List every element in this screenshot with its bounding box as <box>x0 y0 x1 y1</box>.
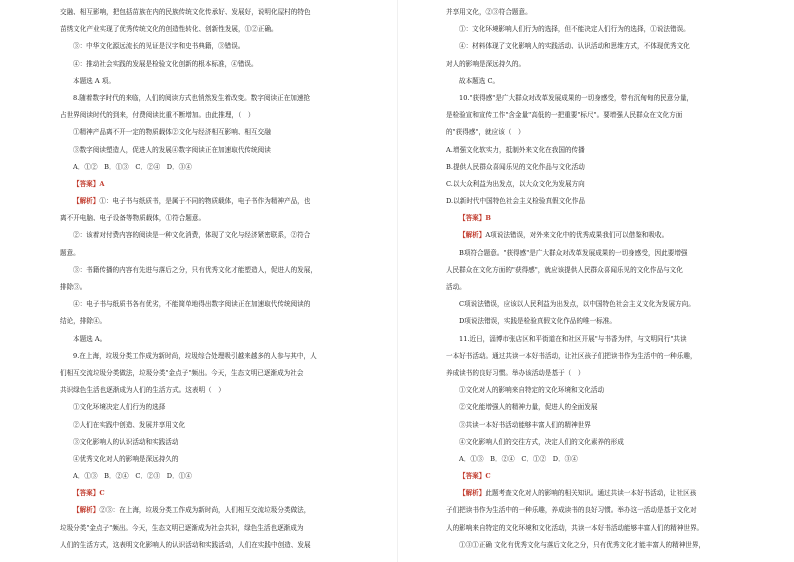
left-text-line: 题意。 <box>60 248 80 257</box>
left-text-line: 9.在上海，垃圾分类工作成为新时尚，垃圾综合处理吸引越来越多的人参与其中，人 <box>73 351 317 360</box>
left-text-line: ④优秀文化对人的影响是深远持久的 <box>73 454 179 463</box>
left-text-line: 离不开电脑、电子设备等物质载体，①符合题意。 <box>60 214 206 223</box>
explanation-line <box>60 502 400 519</box>
explanation-text: ②③：在上海，垃圾分类工作成为新时尚，人们相互交流垃圾分类做法， <box>99 506 311 515</box>
explanation-text: 此题考查文化对人的影响的相关知识。通过共读一本好书活动，让社区孩 <box>485 489 697 498</box>
right-text-line: ①③①正确 文化有优秀文化与落后文化之分，只有优秀文化才能丰富人的精神世界， <box>459 540 706 549</box>
right-text-line: ①：文化环境影响人们行为的选择，但不能决定人们行为的选择，①说法错误。 <box>459 25 690 34</box>
answer-line: 【答案】B <box>459 214 491 223</box>
left-text-line: A．①② B．①③ C．②④ D．③④ <box>73 162 192 171</box>
right-text-line: C.以大众利益为出发点，以大众文化为发展方向 <box>446 179 585 188</box>
explanation-line <box>446 485 786 502</box>
explanation-label: 【解析】 <box>73 197 100 206</box>
left-text-line: ④：电子书与纸质书各有优劣，不能简单地得出数字阅读正在加速取代传统阅读的 <box>73 300 311 309</box>
left-text-column <box>60 4 400 554</box>
answer-line: 【答案】C <box>73 489 105 498</box>
explanation-text: ①：电子书与纸质书，是属于不同的物质载体，电子书作为精神产品，也 <box>99 197 311 206</box>
left-text-line: ①文化环境决定人们行为的选择 <box>73 403 166 412</box>
right-text-line: 对人的影响是深远持久的。 <box>446 59 526 68</box>
answer-line: 【答案】A <box>73 179 105 188</box>
left-text-line: ③数字阅读塑造人，促进人的发展④数字阅读正在加速取代传统阅读 <box>73 145 271 154</box>
right-text-line: D.以新时代中国特色社会主义检验真假文化作品 <box>446 197 586 206</box>
right-text-column <box>446 4 786 554</box>
right-text-line: 并享用文化，②③符合题意。 <box>446 8 532 16</box>
left-text-line: 排除③。 <box>60 283 87 291</box>
right-text-line: C项说法错误，应该以人民利益为出发点，以中国特色社会主义文化为发展方向。 <box>459 300 695 309</box>
right-text-line: 活动。 <box>446 283 466 291</box>
right-text-line: ③共读一本好书活动能够丰富人们的精神世界 <box>459 420 591 429</box>
right-text-line: 人民群众在文化方面的"获得感"，就应该提供人民群众喜闻乐见的文化作品与文化 <box>446 265 683 274</box>
explanation-label: 【解析】 <box>459 489 486 498</box>
explanation-line <box>60 193 400 210</box>
left-text-line: ④：推动社会实践的发展是检验文化创新的根本标准，④错误。 <box>73 59 258 68</box>
left-text-line: ①精神产品离不开一定的物质载体②文化与经济相互影响、相互交融 <box>73 128 271 137</box>
right-text-line: 是检验宣和宣传工作"含金量"高低的一把重要"标尺"。要增强人民群众在文化方面 <box>446 111 683 120</box>
left-text-line: 8.随着数字时代的来临，人们的阅读方式也悄然发生着改变。数字阅读正在加速抢 <box>73 93 311 102</box>
left-text-line: 们相互交流垃圾分类做法，垃圾分类"金点子"频出。今天，生态文明已逐渐成为社会 <box>60 368 304 377</box>
explanation-line <box>446 227 786 244</box>
left-text-line: ③：中华文化源远流长的见证是汉字和史书典籍，③错误。 <box>73 42 245 51</box>
left-text-line: ②：该着对付费内容的阅读是一种文化消费，体现了文化与经济紧密联系，②符合 <box>73 231 311 240</box>
left-text-line: 共识绿色生活也逐渐成为人们的生活方式。这表明（ ） <box>60 386 225 395</box>
explanation-text: A项说法错误，对外来文化中的优秀成果我们可以借鉴和吸收。 <box>485 231 669 240</box>
left-text-line: 苗绣文化产业实现了优秀传统文化的创造性转化、创新性发展，①②正确。 <box>60 25 278 34</box>
right-text-line: ④：材料体现了文化影响人的实践活动、认识活动和思维方式，不体现优秀文化 <box>459 42 690 51</box>
right-text-line: D项说法错误，实践是检验真假文化作品的唯一标准。 <box>459 317 616 326</box>
right-text-line: ②文化能增强人的精神力量，促进人的全面发展 <box>459 403 598 412</box>
left-text-line: 人们的生活方式，这表明文化影响人的认识活动和实践活动，人们在实践中创造、发展 <box>60 540 311 549</box>
right-text-line: 子们把读书作为生活中的一种乐趣，养成读书的良好习惯。举办这一活动是基于文化对 <box>446 506 697 515</box>
right-text-line: 人的影响来自特定的文化环境和文化活动，共读一本好书活动能够丰富人们的精神世界。 <box>446 523 704 532</box>
explanation-label: 【解析】 <box>459 231 486 240</box>
right-text-line: 故本题选 C。 <box>459 76 500 85</box>
right-text-line: 养成读书的良好习惯。举办该活动是基于（ ） <box>446 368 585 377</box>
left-text-line: 交融、相互影响，把包括苗族在内的民族传统文化传承好、发展好，说明化屋村的特色 <box>60 8 311 16</box>
explanation-label: 【解析】 <box>73 506 100 515</box>
right-text-line: A．①③ B．②④ C．①② D．③④ <box>459 454 578 463</box>
left-text-line: 结论，排除④。 <box>60 317 107 326</box>
left-text-line: ③：书籍传播的内容有先进与落后之分，只有优秀文化才能塑造人，促进人的发展， <box>73 265 317 274</box>
left-text-line: ②人们在实践中创造、发展并享用文化 <box>73 420 186 429</box>
left-text-line: 垃圾分类"金点子"频出。今天，生态文明已逐渐成为社会共识，绿色生活也逐渐成为 <box>60 523 304 532</box>
right-text-line: A.增强文化软实力，抵制外来文化在我国的传播 <box>446 145 585 154</box>
right-text-line: 一本好书活动。通过共读一本好书活动，让社区孩子们把读书作为生活中的一种乐趣， <box>446 351 697 360</box>
right-text-line: 的"获得感"，就应该（ ） <box>446 128 525 137</box>
right-text-line: 11.近日，淄博市张店区和平街道在和社区开展"与书香为伴，与文明同行"共读 <box>459 334 687 343</box>
answer-line: 【答案】C <box>459 472 491 481</box>
right-text-line: ④文化影响人们的交往方式，决定人们的文化素养的形成 <box>459 437 624 446</box>
left-text-line: A．①③ B．②④ C．②③ D．①④ <box>73 472 192 481</box>
right-text-line: B.提供人民群众喜闻乐见的文化作品与文化活动 <box>446 162 585 171</box>
right-text-line: 10."获得感"是广大群众对改革发展成果的一切身感受，带有沉甸甸的民意分量， <box>459 93 694 102</box>
left-text-line: ③文化影响人的认识活动和实践活动 <box>73 437 179 446</box>
right-text-line: B项符合题意。"获得感"是广大群众对改革发展成果的一切身感受，因此要增强 <box>459 248 688 257</box>
left-text-line: 本题选 A。 <box>73 334 107 343</box>
left-text-line: 占世界阅读时代的到来，付费阅读比重不断增加。由此推理，（ ） <box>60 111 255 120</box>
left-text-line: 本题选 A 项。 <box>73 76 115 85</box>
right-text-line: ①文化对人的影响来自特定的文化环境和文化活动 <box>459 386 605 395</box>
